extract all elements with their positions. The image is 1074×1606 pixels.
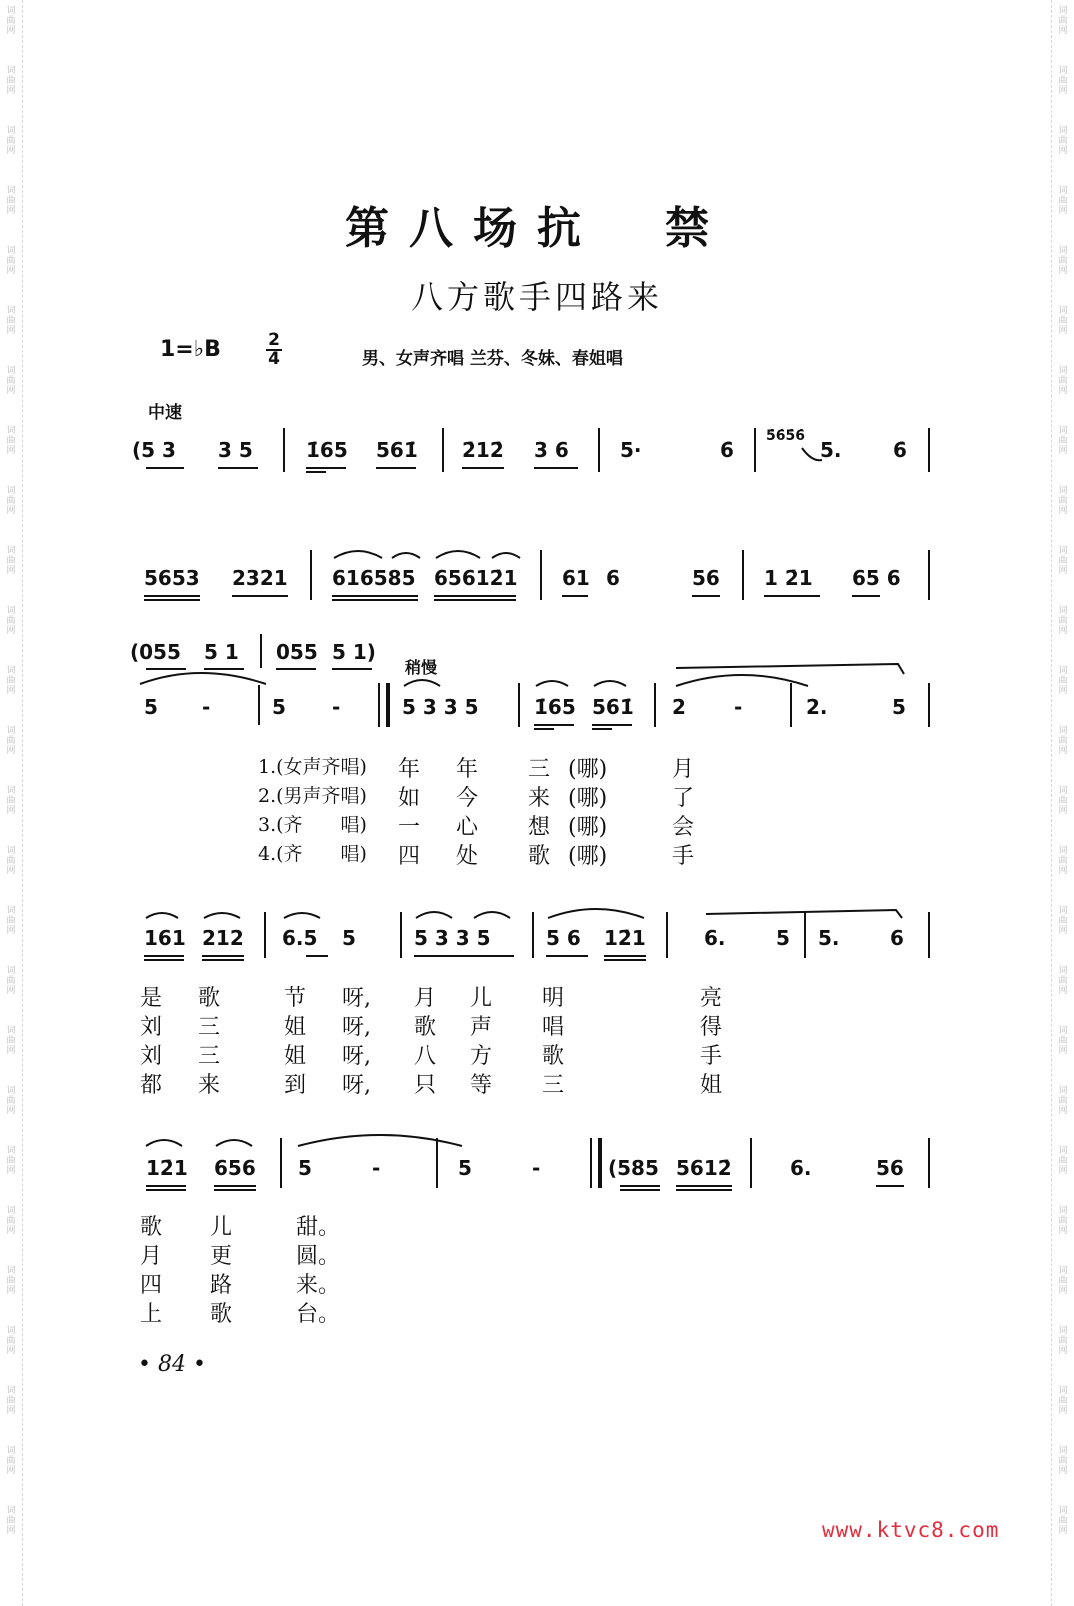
side-watermark-text: 词 曲 网 xyxy=(6,846,16,876)
lyric-char: 八 xyxy=(414,1044,437,1069)
lyric-char: 来。 xyxy=(296,1273,341,1298)
underline xyxy=(562,595,588,597)
lyric-char: 三 xyxy=(198,1044,221,1069)
side-watermark-text: 词 曲 网 xyxy=(6,126,16,156)
verse-label: 3.(齐 唱) xyxy=(258,814,367,836)
note-group: 12̇1 xyxy=(146,1156,188,1180)
barline xyxy=(928,683,930,727)
underline xyxy=(306,955,328,957)
lyric-char: 呀, xyxy=(342,1015,371,1040)
underline xyxy=(376,467,416,469)
lyric-char: (哪) xyxy=(568,757,608,782)
side-watermark-text: 词 曲 网 xyxy=(1058,486,1068,516)
repeat-barline xyxy=(590,1138,602,1188)
note-group: 212 xyxy=(202,926,244,950)
note-group: 12̇1 xyxy=(604,926,646,950)
underline xyxy=(306,471,326,473)
slur-mark xyxy=(216,1140,252,1146)
note-group: - xyxy=(332,695,341,719)
underline xyxy=(232,595,288,597)
note-group: 5612̇ xyxy=(676,1156,732,1180)
note-group: 2321 xyxy=(232,566,288,590)
site-watermark: www.ktvc8.com xyxy=(822,1518,1000,1542)
note-group: 5 3 3 5 xyxy=(414,926,491,950)
side-watermark-text: 词 曲 网 xyxy=(6,1026,16,1056)
verse-label: 2.(男声齐唱) xyxy=(258,785,367,807)
side-watermark-text: 词 曲 网 xyxy=(1058,546,1068,576)
lyric-char: 姐 xyxy=(284,1044,307,1069)
side-watermark-text: 词 曲 网 xyxy=(6,1206,16,1236)
slur-mark xyxy=(146,1140,182,1146)
side-watermark-text: 词 曲 网 xyxy=(1058,786,1068,816)
note-group: 65612̇1 xyxy=(434,566,518,590)
lyric-char: 呀, xyxy=(342,1044,371,1069)
lyric-char: 月 xyxy=(672,757,695,782)
lyric-char: 来 xyxy=(528,786,551,811)
lyric-char: 呀, xyxy=(342,1073,371,1098)
lyric-char: 处 xyxy=(456,844,479,869)
lyric-line xyxy=(0,1239,1074,1267)
note-group: (585 xyxy=(608,1156,659,1180)
note-group: 5 1) xyxy=(332,640,376,664)
side-watermark-text: 词 曲 网 xyxy=(6,1146,16,1176)
note-group: 1̇65 xyxy=(306,438,348,462)
note-group: 5 xyxy=(298,1156,312,1180)
barline xyxy=(258,685,260,725)
lyric-char: 圆。 xyxy=(296,1244,341,1269)
barline xyxy=(666,912,668,958)
barline xyxy=(790,683,792,727)
underline xyxy=(676,1189,732,1191)
lyric-line xyxy=(0,1068,1074,1096)
barline xyxy=(283,428,285,472)
underline xyxy=(620,1185,660,1187)
slur-mark xyxy=(334,551,382,558)
lyric-char: 方 xyxy=(470,1044,493,1069)
note-group: 5. xyxy=(818,926,840,950)
scene-title: 第八场抗 禁 xyxy=(345,203,729,254)
underline xyxy=(146,1185,186,1187)
side-watermark-text: 词 曲 网 xyxy=(1058,66,1068,96)
lyric-char: 得 xyxy=(700,1015,723,1040)
lyric-char: 了 xyxy=(672,786,695,811)
barline xyxy=(928,912,930,958)
lyric-char: 月 xyxy=(414,986,437,1011)
side-watermark-text: 词 曲 网 xyxy=(1058,1206,1068,1236)
underline xyxy=(332,595,418,597)
lyric-char: 四 xyxy=(398,844,421,869)
note-group: 656 xyxy=(214,1156,256,1180)
side-watermark-text: 词 曲 网 xyxy=(6,1506,16,1536)
barline xyxy=(804,912,806,958)
barline xyxy=(750,1138,752,1188)
lyric-char: 一 xyxy=(398,815,421,840)
underline xyxy=(144,599,200,601)
lyric-char: 刘 xyxy=(140,1044,163,1069)
slur-mark xyxy=(474,912,510,918)
underline xyxy=(202,959,244,961)
lyric-char: 歌 xyxy=(198,986,221,1011)
underline xyxy=(144,595,200,597)
underline xyxy=(764,595,820,597)
side-watermark-text: 词 曲 网 xyxy=(1058,426,1068,456)
lyric-char: 等 xyxy=(470,1073,493,1098)
lyric-char: 亮 xyxy=(700,986,723,1011)
lyric-char: 是 xyxy=(140,986,163,1011)
note-group: 2 xyxy=(672,695,686,719)
underline xyxy=(306,467,346,469)
lyric-char: 唱 xyxy=(542,1015,565,1040)
underline xyxy=(534,724,574,726)
underline xyxy=(676,1185,732,1187)
side-watermark-text: 词 曲 网 xyxy=(1058,1086,1068,1116)
note-group: - xyxy=(372,1156,381,1180)
lyric-char: 如 xyxy=(398,786,421,811)
note-group: (055 xyxy=(130,640,181,664)
lyric-char: (哪) xyxy=(568,786,608,811)
staff-row-3-upper xyxy=(0,640,1074,690)
side-watermark-text: 词 曲 网 xyxy=(6,906,16,936)
side-watermark-text: 词 曲 网 xyxy=(1058,846,1068,876)
lyric-char: 三 xyxy=(198,1015,221,1040)
underline xyxy=(276,668,316,670)
note-group: 1̇65 xyxy=(534,695,576,719)
lyric-char: (哪) xyxy=(568,844,608,869)
meter-top: 2 xyxy=(266,332,282,351)
lyric-line xyxy=(0,810,1074,838)
tempo-mark-slower: 稍慢 xyxy=(405,658,438,677)
note-group: 65 6 xyxy=(852,566,901,590)
underline xyxy=(332,599,418,601)
lyric-char: 歌 xyxy=(140,1215,163,1240)
lyric-char: 儿 xyxy=(470,986,493,1011)
underline xyxy=(434,595,516,597)
note-group: 61 xyxy=(562,566,590,590)
barline xyxy=(264,912,266,958)
note-group: 56 xyxy=(876,1156,904,1180)
side-watermark-text: 词 曲 网 xyxy=(6,726,16,756)
side-watermark-text: 词 曲 网 xyxy=(6,606,16,636)
lyric-char: 甜。 xyxy=(296,1215,341,1240)
note-group: 56 xyxy=(692,566,720,590)
underline xyxy=(546,955,588,957)
lyric-char: 歌 xyxy=(528,844,551,869)
underline xyxy=(434,599,516,601)
staff-row-2 xyxy=(0,566,1074,616)
lyric-char: 今 xyxy=(456,786,479,811)
side-watermark-text: 词 曲 网 xyxy=(1058,246,1068,276)
side-watermark-text: 词 曲 网 xyxy=(1058,366,1068,396)
underline xyxy=(692,595,720,597)
side-watermark-text: 词 曲 网 xyxy=(1058,906,1068,936)
lyric-char: 心 xyxy=(456,815,479,840)
side-watermark-text: 词 曲 网 xyxy=(1058,1026,1068,1056)
lyric-char: 更 xyxy=(210,1244,233,1269)
side-watermark-text: 词 曲 网 xyxy=(6,366,16,396)
side-watermark-text: 词 曲 网 xyxy=(1058,1386,1068,1416)
underline xyxy=(144,955,184,957)
side-watermark-text: 词 曲 网 xyxy=(1058,726,1068,756)
side-watermark-text: 词 曲 网 xyxy=(6,306,16,336)
barline xyxy=(518,683,520,727)
note-group: 6. xyxy=(704,926,726,950)
note-group: 5 6 xyxy=(546,926,581,950)
lyric-char: 声 xyxy=(470,1015,493,1040)
lyric-char: 上 xyxy=(140,1302,163,1327)
note-group: 5 3 3 5 xyxy=(402,695,479,719)
underline xyxy=(620,1189,660,1191)
note-group: (5 3 xyxy=(132,438,176,462)
staff-row-1 xyxy=(0,428,1074,488)
side-watermark-text: 词 曲 网 xyxy=(1058,6,1068,36)
lyric-char: 儿 xyxy=(210,1215,233,1240)
underline xyxy=(604,959,646,961)
note-group: 5 xyxy=(144,695,158,719)
lyric-line xyxy=(0,781,1074,809)
note-group: 3 6 xyxy=(534,438,569,462)
slur-mark xyxy=(284,913,320,918)
note-group: 2̇12̇ xyxy=(462,438,504,462)
underline xyxy=(876,1185,904,1187)
note-group: 055 xyxy=(276,640,318,664)
side-watermark-text: 词 曲 网 xyxy=(6,486,16,516)
lyric-char: 手 xyxy=(700,1044,723,1069)
underline xyxy=(604,955,646,957)
barline xyxy=(540,550,542,600)
lyric-line xyxy=(0,1039,1074,1067)
lyric-line xyxy=(0,839,1074,867)
note-group: 3 5 xyxy=(218,438,253,462)
note-group: 6 xyxy=(890,926,904,950)
side-watermark-text: 词 曲 网 xyxy=(6,1266,16,1296)
side-watermark-text: 词 曲 网 xyxy=(1058,126,1068,156)
note-group: 616585 xyxy=(332,566,416,590)
side-watermark-text: 词 曲 网 xyxy=(6,666,16,696)
barline xyxy=(400,912,402,958)
underline xyxy=(214,1189,256,1191)
lyric-char: 三 xyxy=(528,757,551,782)
barline xyxy=(654,683,656,727)
lyric-line xyxy=(0,1210,1074,1238)
lyric-char: 想 xyxy=(528,815,551,840)
side-watermark-text: 词 曲 网 xyxy=(6,786,16,816)
side-watermark-text: 词 曲 网 xyxy=(6,186,16,216)
side-watermark-text: 词 曲 网 xyxy=(1058,1146,1068,1176)
side-watermark-text: 词 曲 网 xyxy=(1058,666,1068,696)
note-group: - xyxy=(202,695,211,719)
slur-mark xyxy=(204,913,240,918)
note-group: 5 xyxy=(272,695,286,719)
side-watermark-text: 词 曲 网 xyxy=(6,1446,16,1476)
note-group: 5 xyxy=(458,1156,472,1180)
note-group: 6.5 xyxy=(282,926,318,950)
lyric-char: 姐 xyxy=(284,1015,307,1040)
underline xyxy=(214,1185,256,1187)
side-watermark-text: 词 曲 网 xyxy=(6,66,16,96)
note-group: 161 xyxy=(144,926,186,950)
barline xyxy=(310,550,312,600)
barline xyxy=(598,428,600,472)
underline xyxy=(204,668,244,670)
lyric-char: 路 xyxy=(210,1273,233,1298)
note-group: 2. xyxy=(806,695,828,719)
note-group: - xyxy=(532,1156,541,1180)
underline xyxy=(146,467,184,469)
side-watermark-text: 词 曲 网 xyxy=(6,1326,16,1356)
barline xyxy=(754,428,756,472)
note-group: 5. xyxy=(820,438,842,462)
lyric-char: 刘 xyxy=(140,1015,163,1040)
barline xyxy=(928,428,930,472)
barline xyxy=(280,1138,282,1188)
side-watermark-text: 词 曲 网 xyxy=(6,546,16,576)
side-watermark-text: 词 曲 网 xyxy=(6,1086,16,1116)
staff-row-5 xyxy=(0,1156,1074,1206)
side-watermark-text: 词 曲 网 xyxy=(1058,966,1068,996)
underline xyxy=(144,959,184,961)
slur-mark xyxy=(548,909,644,918)
repeat-barline xyxy=(378,683,390,727)
note-group: 5· xyxy=(620,438,642,462)
barline xyxy=(436,1138,438,1188)
lyric-line xyxy=(0,752,1074,780)
lyric-char: 会 xyxy=(672,815,695,840)
note-group: 561̇ xyxy=(592,695,634,719)
barline xyxy=(928,550,930,600)
slur-mark xyxy=(492,553,520,558)
verse-label: 4.(齐 唱) xyxy=(258,843,367,865)
barline xyxy=(260,634,262,668)
meter-bottom: 4 xyxy=(268,349,280,369)
side-watermark-text: 词 曲 网 xyxy=(1058,606,1068,636)
note-group: 1 2̇1 xyxy=(764,566,813,590)
barline xyxy=(742,550,744,600)
lyric-char: 歌 xyxy=(542,1044,565,1069)
lyric-char: (哪) xyxy=(568,815,608,840)
slur-mark xyxy=(436,551,480,558)
side-watermark-text: 词 曲 网 xyxy=(1058,186,1068,216)
note-group: 6 xyxy=(606,566,620,590)
grace-notes: 5̇6̇5̇6̇ xyxy=(766,428,805,444)
song-title: 八方歌手四路来 xyxy=(410,278,663,316)
side-watermark-text: 词 曲 网 xyxy=(1058,1326,1068,1356)
underline xyxy=(202,955,244,957)
tempo-mark-moderate: 中速 xyxy=(148,403,182,423)
barline xyxy=(442,428,444,472)
lyric-char: 只 xyxy=(414,1073,437,1098)
lyric-char: 来 xyxy=(198,1073,221,1098)
lyric-char: 歌 xyxy=(210,1302,233,1327)
lyric-char: 年 xyxy=(456,757,479,782)
lyric-line xyxy=(0,981,1074,1009)
side-watermark-text: 词 曲 网 xyxy=(6,426,16,456)
note-group: - xyxy=(734,695,743,719)
note-group: 5 xyxy=(776,926,790,950)
underline xyxy=(462,467,504,469)
lyric-char: 歌 xyxy=(414,1015,437,1040)
lyric-char: 手 xyxy=(672,844,695,869)
note-group: 5 xyxy=(342,926,356,950)
verse-label: 1.(女声齐唱) xyxy=(258,756,367,778)
lyric-line xyxy=(0,1268,1074,1296)
lyric-char: 呀, xyxy=(342,986,371,1011)
barline xyxy=(532,912,534,958)
lyric-char: 到 xyxy=(284,1073,307,1098)
underline xyxy=(592,724,632,726)
barline xyxy=(928,1138,930,1188)
lyric-char: 明 xyxy=(542,986,565,1011)
note-group: 5 1 xyxy=(204,640,239,664)
slur-mark xyxy=(392,553,420,558)
staff-row-3 xyxy=(0,695,1074,745)
lyric-char: 台。 xyxy=(296,1302,341,1327)
key-signature: 1=♭B xyxy=(160,337,221,362)
lyric-char: 姐 xyxy=(700,1073,723,1098)
lyric-char: 节 xyxy=(284,986,307,1011)
underline xyxy=(146,1189,186,1191)
time-signature xyxy=(266,332,282,368)
underline xyxy=(146,668,186,670)
side-watermark-text: 词 曲 网 xyxy=(6,966,16,996)
underline xyxy=(332,668,372,670)
side-watermark-text: 词 曲 网 xyxy=(1058,1266,1068,1296)
note-group: 561̇ xyxy=(376,438,418,462)
side-watermark-text: 词 曲 网 xyxy=(1058,1506,1068,1536)
note-group: 5 xyxy=(892,695,906,719)
staff-row-4 xyxy=(0,926,1074,976)
side-watermark-text: 词 曲 网 xyxy=(6,246,16,276)
underline xyxy=(414,955,514,957)
lyric-line xyxy=(0,1010,1074,1038)
lyric-char: 四 xyxy=(140,1273,163,1298)
note-group: 5653 xyxy=(144,566,200,590)
lyric-char: 月 xyxy=(140,1244,163,1269)
side-watermark-text: 词 曲 网 xyxy=(6,1386,16,1416)
note-group: 6̇ xyxy=(893,438,907,462)
lyric-line xyxy=(0,1297,1074,1325)
side-watermark-text: 词 曲 网 xyxy=(1058,1446,1068,1476)
note-group: 6̇ xyxy=(720,438,734,462)
slur-mark xyxy=(416,912,452,918)
underline xyxy=(534,728,554,730)
side-watermark-text: 词 曲 网 xyxy=(6,6,16,36)
underline xyxy=(534,467,578,469)
lyric-char: 都 xyxy=(140,1073,163,1098)
lyric-char: 三 xyxy=(542,1073,565,1098)
underline xyxy=(592,728,612,730)
page-number: • 84 • xyxy=(138,1352,206,1377)
underline xyxy=(218,467,258,469)
side-watermark-text: 词 曲 网 xyxy=(1058,306,1068,336)
slur-mark xyxy=(146,913,178,918)
note-group: 6. xyxy=(790,1156,812,1180)
performers-note: 男、女声齐唱 兰芬、冬妹、春姐唱 xyxy=(362,349,623,369)
lyric-char: 年 xyxy=(398,757,421,782)
underline xyxy=(852,595,880,597)
